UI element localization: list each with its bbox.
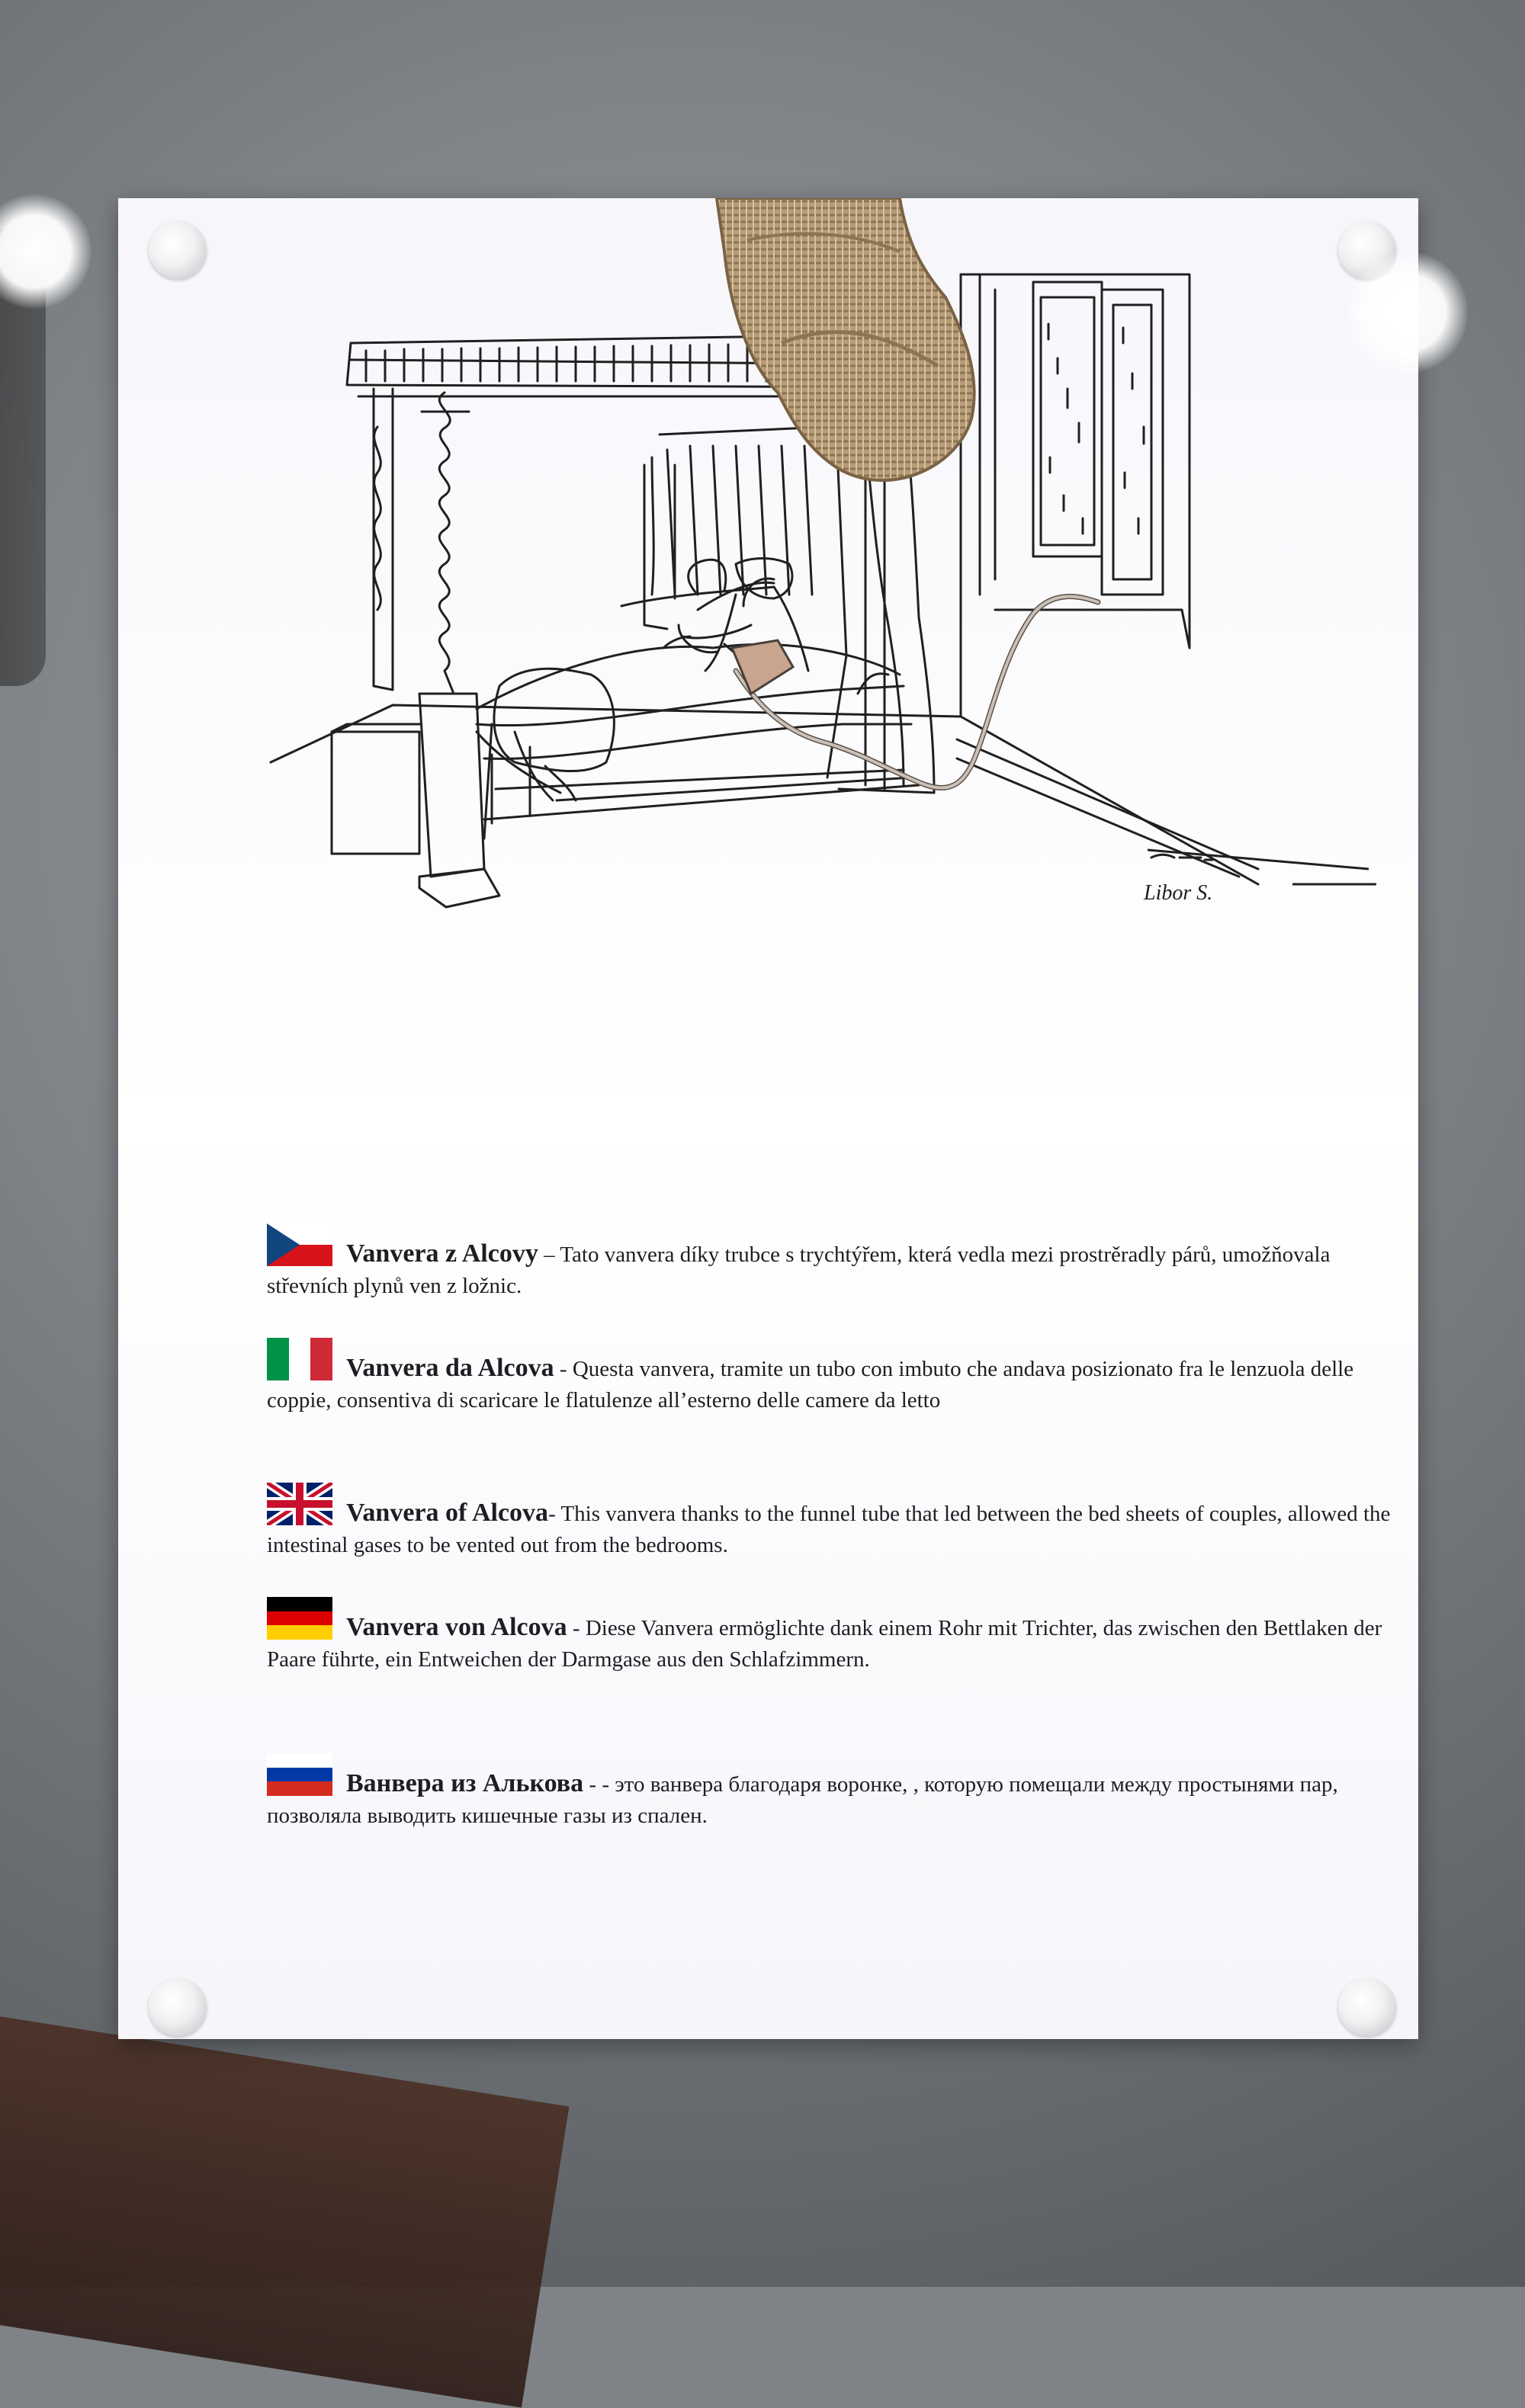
- german-flag-icon: [267, 1597, 332, 1640]
- section-russian: [267, 1753, 1411, 1832]
- section-text-russian: - - это ванвера благодаря воронке, , которую помещали между простынями пар, позволяла выводить кишечные газы из спален.: [267, 1772, 1338, 1828]
- section-text-german: - Diese Vanvera ermöglichte dank einem Rohr mit Trichter, das zwischen den Bettlaken der Paare führte, ein Entweichen der Darmgase aus den Schlafzimmern.: [267, 1616, 1382, 1672]
- section-text-czech: – Tato vanvera díky trubce s trychtýřem, která vedla mezi prostrěradly párů, umožňovala střevních plynů ven z ložnic.: [267, 1242, 1331, 1298]
- italian-flag-icon: [267, 1338, 332, 1380]
- push-pin-icon: [1338, 1978, 1396, 2036]
- section-german: [267, 1597, 1411, 1675]
- russian-flag-icon: [267, 1753, 332, 1796]
- section-text-italian: - Questa vanvera, tramite un tubo con imbuto che andava posizionato fra le lenzuola delle coppie, consentiva di scaricare le flatulenze all’esterno delle camere da letto: [267, 1357, 1354, 1412]
- background-edge-shadow: [0, 229, 46, 686]
- uk-flag-icon: [267, 1483, 332, 1525]
- section-title-czech: Vanvera z Alcovy: [346, 1239, 538, 1268]
- section-title-german: Vanvera von Alcova: [346, 1613, 567, 1641]
- artist-signature: Libor S.: [1144, 881, 1213, 905]
- section-title-russian: Ванвера из Алькова: [346, 1769, 584, 1797]
- section-czech: [267, 1223, 1411, 1302]
- section-text-english: - This vanvera thanks to the funnel tube that led between the bed sheets of couples, allowed the intestinal gases to be vented out from the bedrooms.: [267, 1502, 1391, 1557]
- push-pin-icon: [149, 1978, 207, 2036]
- czech-flag-icon: [267, 1223, 332, 1266]
- section-title-english: Vanvera of Alcova: [346, 1499, 549, 1527]
- display-sheet: [118, 198, 1418, 2039]
- section-english: [267, 1483, 1411, 1561]
- burlap-tape: [709, 198, 1006, 499]
- section-italian: [267, 1338, 1411, 1416]
- section-title-italian: Vanvera da Alcova: [346, 1354, 554, 1382]
